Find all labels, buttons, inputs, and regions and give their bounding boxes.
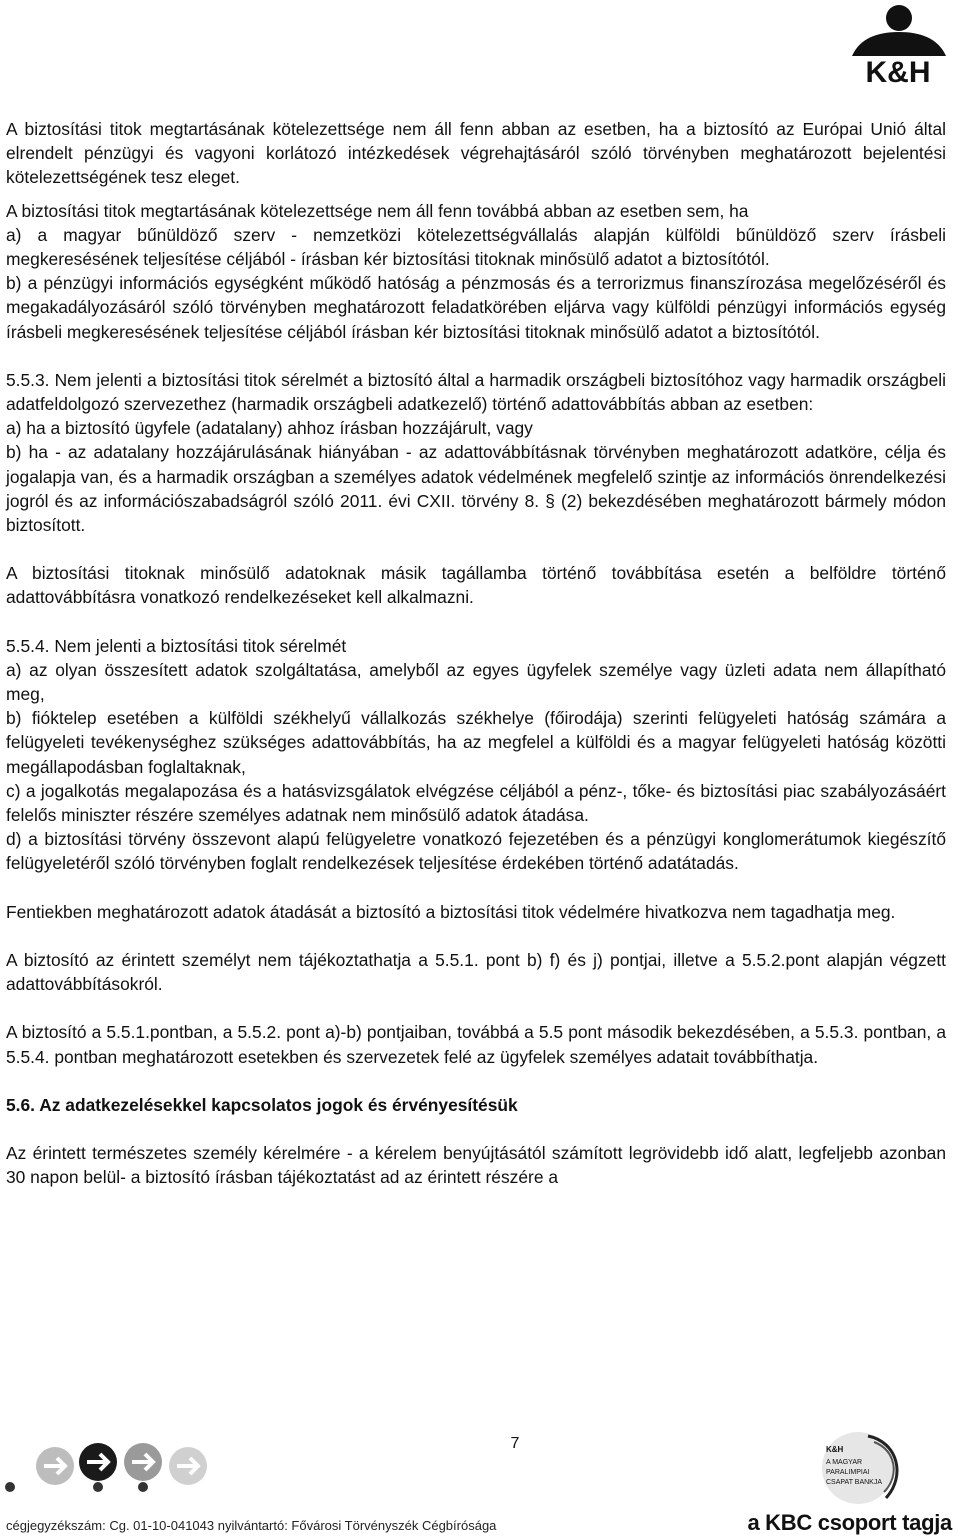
paragraph-17: Az érintett természetes személy kérelmére - a kérelem benyújtásától számított legrövidebb idő alatt, legfeljebb azonban 30 napon belül- a biztosító írásban tájékoztatást ad az érintett részére a — [6, 1142, 946, 1188]
svg-text:K&H: K&H — [826, 1445, 844, 1454]
paragraph-16: A biztosító a 5.5.1.pontban, a 5.5.2. pont a)-b) pontjaiban, továbbá a 5.5 pont második bekezdésében, a 5.5.3. pontban, a 5.5.4. pontban meghatározott esetekben és szervezetek felé az ügyfelek személyes adatait továbbíthatja. — [6, 1022, 946, 1067]
kbc-group-text: a KBC csoport tagja — [747, 1510, 952, 1535]
svg-text:CSAPAT BANKJA: CSAPAT BANKJA — [826, 1479, 883, 1486]
paragraph-9: 5.5.4. Nem jelenti a biztosítási titok sérelmét — [6, 635, 347, 656]
paragraph-10: a) az olyan összesített adatok szolgáltatása, amelyből az egyes ügyfelek személye vagy üzleti adata nem állapítható meg, — [6, 659, 946, 705]
company-registry-text: cégjegyzékszám: Cg. 01-10-041043 nyilvántartó: Fővárosi Törvényszék Cégbírósága — [6, 1518, 497, 1533]
paragraph-8: A biztosítási titoknak minősülő adatoknak másik tagállamba történő továbbítása esetén a belföldre történő adattovábbításra vonatkozó rendelkezéseket kell alkalmazni. — [6, 563, 946, 608]
document-body — [6, 117, 946, 1189]
paragraph-2: A biztosítási titok megtartásának kötelezettsége nem áll fenn továbbá abban az esetben sem, ha — [6, 200, 749, 221]
arrow-circle-icon — [79, 1443, 117, 1481]
svg-text:PARALIMPIAI: PARALIMPIAI — [826, 1469, 870, 1476]
svg-text:A MAGYAR: A MAGYAR — [826, 1459, 863, 1466]
paragraph-5: 5.5.3. Nem jelenti a biztosítási titok sérelmét a biztosító által a harmadik országbeli biztosítóhoz vagy harmadik országbeli adatfeldolgozó szervezethez (harmadik országbeli adatkezelő) történő adattovábbítás abban az esetben: — [6, 369, 946, 415]
footer-arrow-icons — [0, 1440, 220, 1500]
arrow-circle-icon — [36, 1447, 74, 1485]
paralympic-badge — [808, 1428, 910, 1506]
arrow-circle-icon — [169, 1447, 207, 1485]
paragraph-15: A biztosító az érintett személyt nem tájékoztathatja a 5.5.1. pont b) f) és j) pontjai, illetve a 5.5.2.pont alapján végzett adattovábbításokról. — [6, 949, 946, 995]
paragraph-12: c) a jogalkotás megalapozása és a hatásvizsgálatok elvégzése céljából a pénz-, tőke- és biztosítási piac szabályozásáért felelős miniszter részére személyes adatnak nem minősülő adatok átadása. — [6, 780, 946, 826]
paragraph-3: a) a magyar bűnüldöző szerv - nemzetközi kötelezettségvállalás alapján külföldi bűnüldöző szerv írásbeli megkeresésének teljesítése céljából - írásban kér biztosítási titoknak minősülő adatot a biztosítótól. — [6, 224, 946, 270]
arrow-circle-icon — [124, 1443, 162, 1481]
page-number: 7 — [510, 1435, 520, 1452]
svg-text:K&H: K&H — [865, 56, 931, 86]
small-arrow-icon — [5, 1482, 148, 1492]
paragraph-13: d) a biztosítási törvény összevont alapú felügyeletre vonatkozó fejezetében és a pénzügyi konglomerátumok kiegészítő felügyeletéről szóló törvényben foglalt rendelkezések teljesítése érdekében történő adatátadás. — [6, 829, 946, 874]
paragraph-4: b) a pénzügyi információs egységként működő hatóság a pénzmosás és a terrorizmus finanszírozása megelőzéséről és megakadályozásáról szóló törvényben meghatározott feladatkörében eljárva vagy külföldi pénzügyi információs egység írásbeli megkeresésének teljesítése céljából írásban kér biztosítási titoknak minősülő adatot a biztosítótól. — [6, 273, 946, 342]
paragraph-7: b) ha - az adatalany hozzájárulásának hiányában - az adattovábbításnak törvényben meghatározott adatköre, célja és jogalapja van, és a harmadik országban a személyes adatok védelmének megfelelő szintje az információs önrendelkezési jogról és az információszabadságról szóló 2011. évi CXII. törvény 8. § (2) bekezdésében meghatározott bármely módon biztosított. — [6, 442, 946, 536]
paragraph-6: a) ha a biztosító ügyfele (adatalany) ahhoz írásban hozzájárult, vagy — [6, 418, 533, 439]
section-heading: 5.6. Az adatkezelésekkel kapcsolatos jogok és érvényesítésük — [6, 1094, 518, 1115]
kh-logo — [842, 2, 954, 86]
paragraph-14: Fentiekben meghatározott adatok átadását a biztosító a biztosítási titok védelmére hivatkozva nem tagadhatja meg. — [6, 901, 896, 922]
paragraph-1: A biztosítási titok megtartásának kötelezettsége nem áll fenn abban az esetben, ha a biztosító az Európai Unió által elrendelt pénzügyi és vagyoni korlátozó intézkedések végrehajtásáról szóló törvényben meghatározott bejelentési kötelezettségének tesz eleget. — [6, 119, 946, 188]
paragraph-11: b) fióktelep esetében a külföldi székhelyű vállalkozás székhelye (főirodája) szerinti felügyeleti hatóság számára a felügyeleti tevékenységhez szükséges adattovábbítás, ha az megfelel a külföldi és a magyar felügyeleti hatóság közötti megállapodásban foglaltaknak, — [6, 708, 946, 777]
